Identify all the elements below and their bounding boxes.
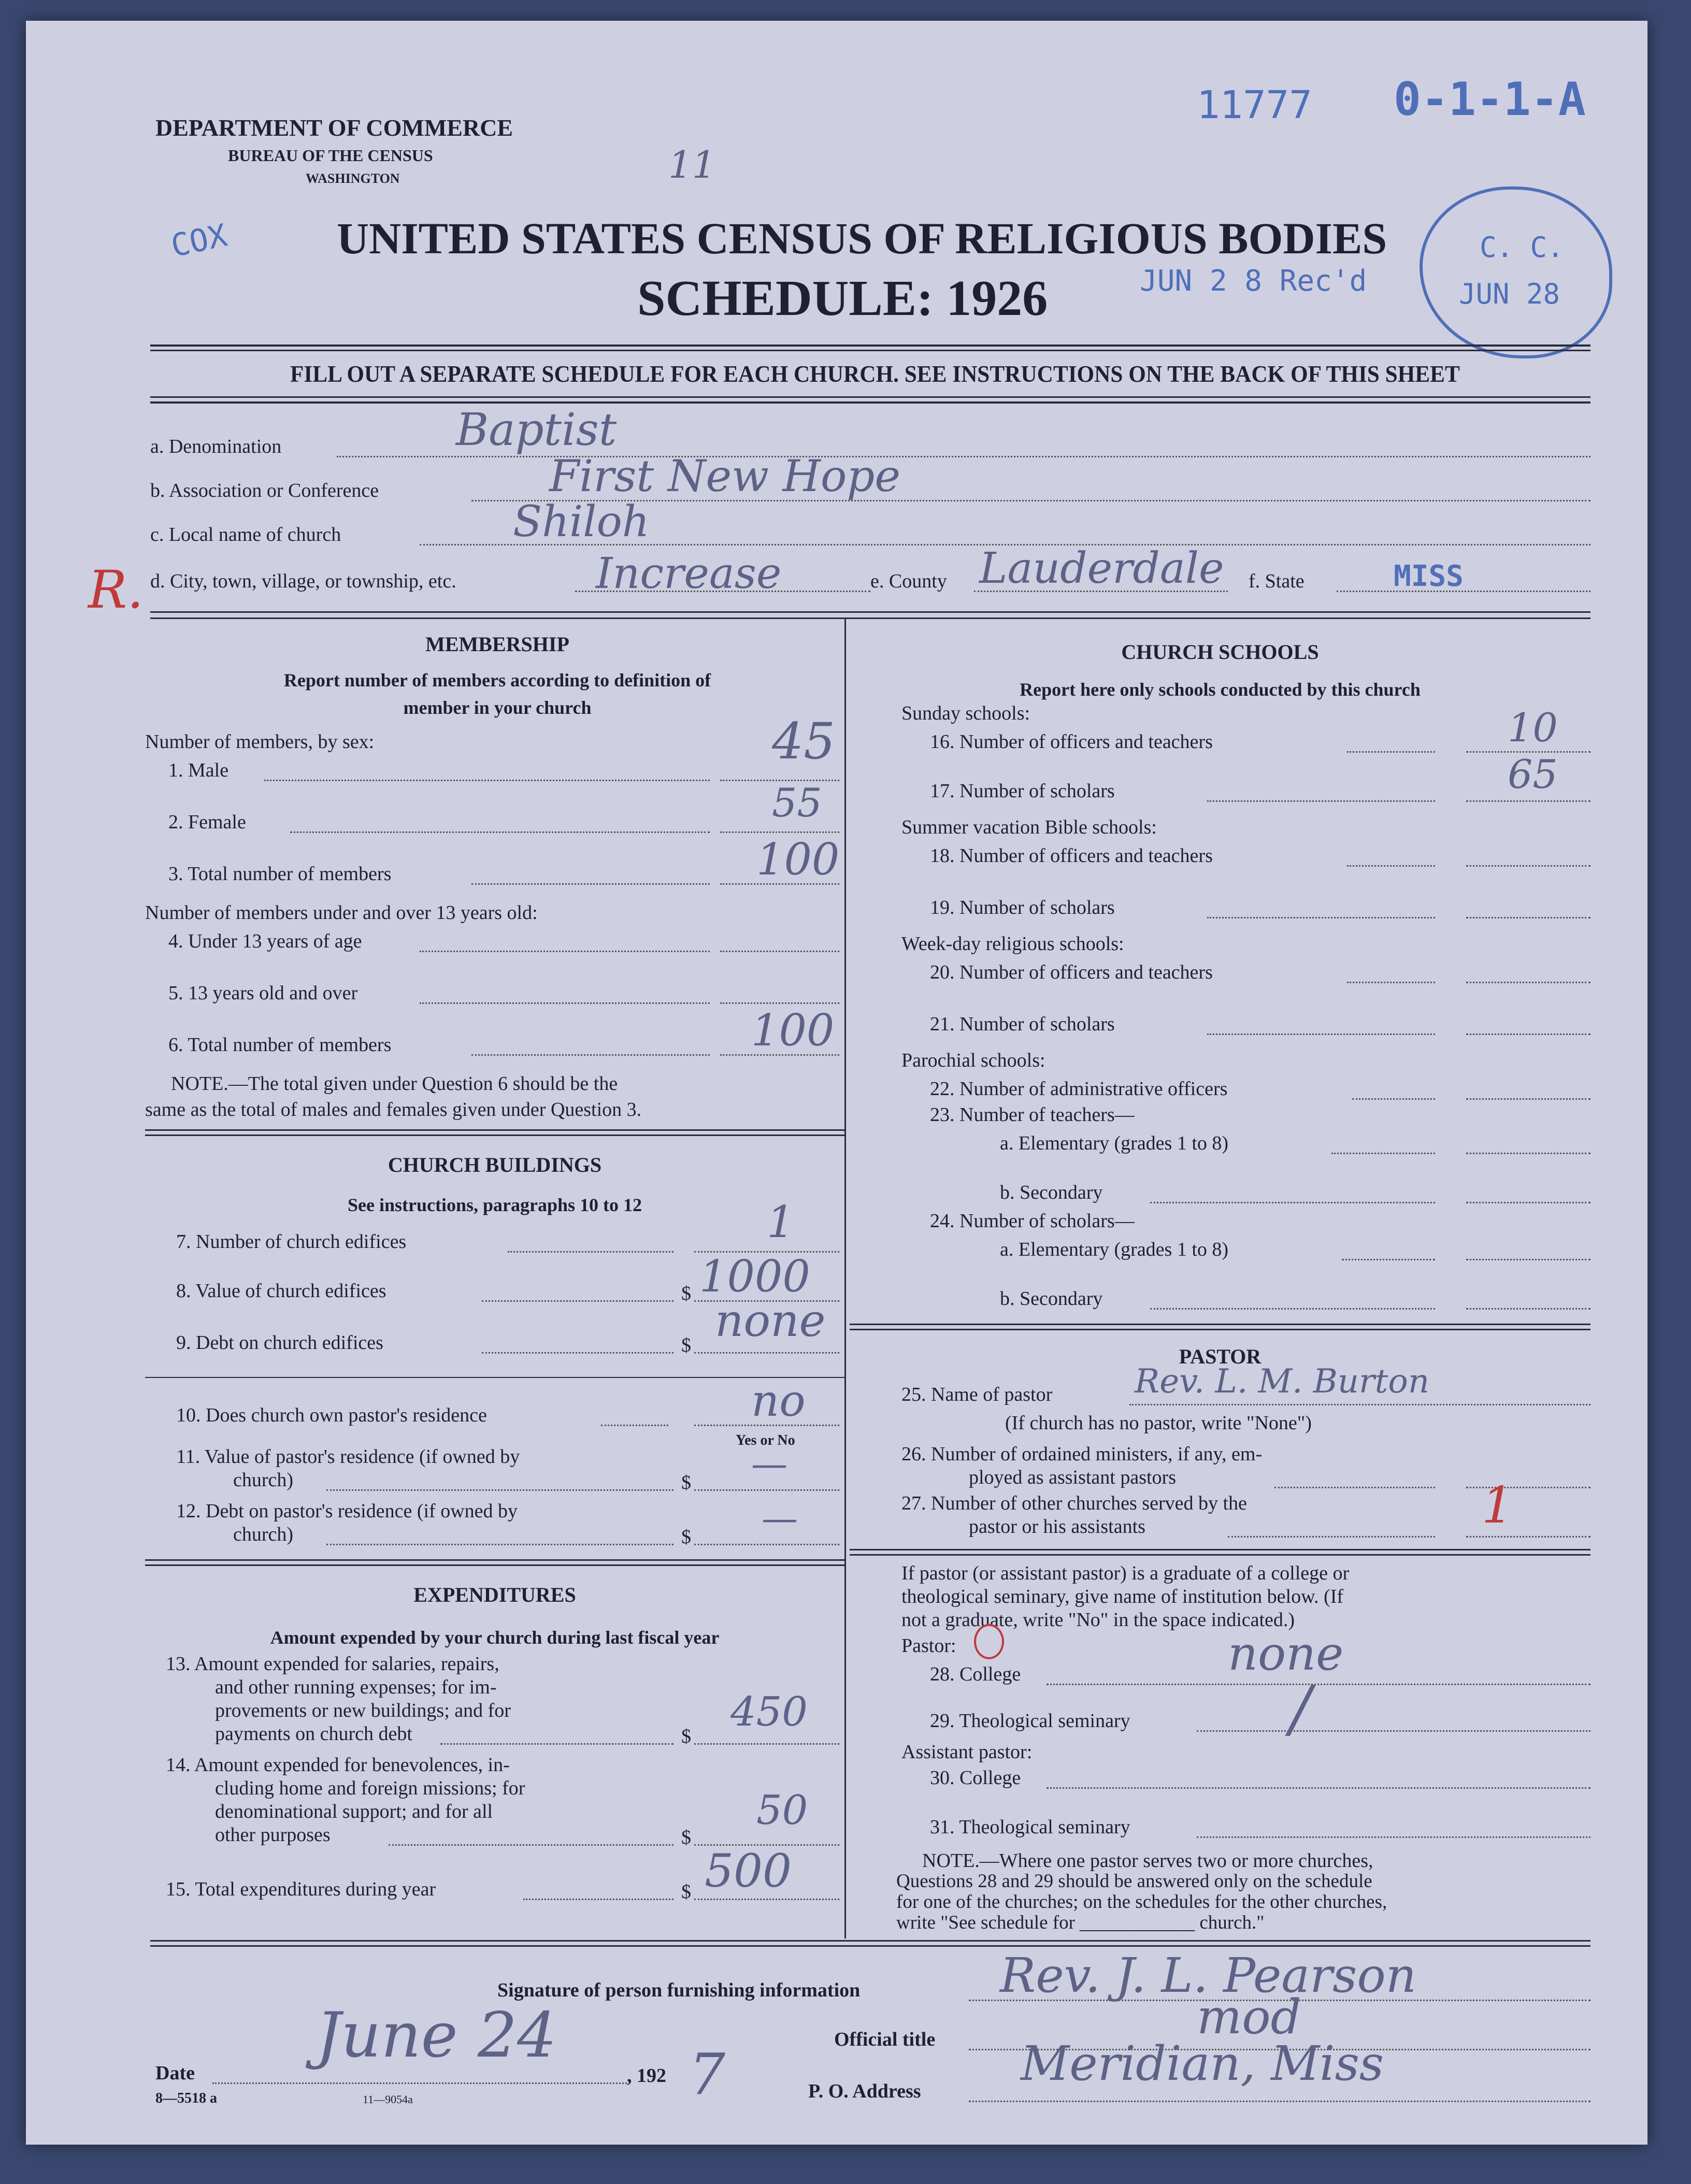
official-title-label: Official title <box>834 2029 936 2050</box>
q21-label: 21. Number of scholars <box>930 1013 1115 1035</box>
q8-dollar: $ <box>681 1283 691 1304</box>
graduate-instruction-3: not a graduate, write "No" in the space indicated.) <box>901 1609 1295 1631</box>
q15-dollar: $ <box>681 1881 691 1903</box>
form-number: 8—5518 a <box>155 2090 217 2106</box>
q12-label-1: 12. Debt on pastor's residence (if owned by <box>176 1500 518 1522</box>
members-by-age-label: Number of members under and over 13 years old: <box>145 902 538 924</box>
schools-title: CHURCH SCHOOLS <box>1121 640 1319 664</box>
handwritten-number: 11 <box>668 143 716 186</box>
members-by-sex-label: Number of members, by sex: <box>145 731 375 753</box>
cc-stamp-line2: JUN 28 <box>1459 278 1560 310</box>
pastor-note-3: for one of the churches; on the schedules for the other churches, <box>896 1891 1387 1913</box>
q1-male-value: 45 <box>772 712 836 770</box>
sunday-schools-label: Sunday schools: <box>901 702 1030 724</box>
buildings-title: CHURCH BUILDINGS <box>388 1153 602 1176</box>
q11-value: — <box>751 1443 787 1485</box>
q3-total-value: 100 <box>756 834 840 885</box>
q9-debt-label: 9. Debt on church edifices <box>176 1332 383 1354</box>
q25-note: (If church has no pastor, write "None") <box>1005 1412 1312 1434</box>
q13-label-1: 13. Amount expended for salaries, repairs, <box>166 1653 499 1675</box>
department-name: DEPARTMENT OF COMMERCE <box>155 114 513 141</box>
graduate-instruction-2: theological seminary, give name of institution below. (If <box>901 1586 1344 1607</box>
signature-label: Signature of person furnishing information <box>497 1979 861 2001</box>
city-value: Increase <box>596 549 782 598</box>
q17-label: 17. Number of scholars <box>930 780 1115 802</box>
q7-edifices-label: 7. Number of church edifices <box>176 1231 407 1253</box>
q14-label-1: 14. Amount expended for benevolences, in- <box>166 1754 510 1776</box>
q15-label: 15. Total expenditures during year <box>166 1878 436 1900</box>
membership-intro-2: member in your church <box>403 697 592 718</box>
received-stamp: JUN 2 8 Rec'd <box>1140 264 1367 298</box>
q28-label: 28. College <box>930 1663 1021 1685</box>
q9-debt-value: none <box>715 1295 826 1347</box>
q14-label-3: denominational support; and for all <box>215 1801 493 1822</box>
q22-label: 22. Number of administrative officers <box>930 1078 1228 1100</box>
form-code: 0-1-1-A <box>1394 73 1586 126</box>
cc-stamp <box>1420 186 1612 358</box>
association-value: First New Hope <box>549 451 900 501</box>
q14-dollar: $ <box>681 1827 691 1848</box>
q16-label: 16. Number of officers and teachers <box>930 731 1213 753</box>
q11-label-1: 11. Value of pastor's residence (if owned by <box>176 1446 520 1468</box>
q29-value: / <box>1290 1673 1311 1745</box>
denomination-value: Baptist <box>456 404 617 456</box>
q12-value: — <box>762 1497 798 1540</box>
county-label: e. County <box>870 570 947 592</box>
q24b-label: b. Secondary <box>1000 1288 1103 1310</box>
q14-label-2: cluding home and foreign missions; for <box>215 1777 525 1799</box>
church-name-label: c. Local name of church <box>150 524 341 545</box>
red-circle-mark <box>974 1624 1004 1659</box>
pastor-note-2: Questions 28 and 29 should be answered only on the schedule <box>896 1871 1372 1892</box>
q1-male-label: 1. Male <box>168 759 229 781</box>
church-name-value: Shiloh <box>513 497 650 547</box>
q7-edifices-value: 1 <box>767 1197 795 1247</box>
q23a-label: a. Elementary (grades 1 to 8) <box>1000 1132 1229 1154</box>
q29-label: 29. Theological seminary <box>930 1710 1130 1732</box>
q20-label: 20. Number of officers and teachers <box>930 961 1213 983</box>
q27-label-1: 27. Number of other churches served by the <box>901 1492 1247 1514</box>
pastor-note-1: NOTE.—Where one pastor serves two or more churches, <box>922 1850 1373 1872</box>
q12-label-2: church) <box>233 1524 294 1545</box>
assistant-pastor-subhead: Assistant pastor: <box>901 1741 1033 1763</box>
q8-value-value: 1000 <box>699 1251 810 1302</box>
form-subtitle: SCHEDULE: 1926 <box>637 270 1048 326</box>
q25-label: 25. Name of pastor <box>901 1384 1053 1405</box>
q6-total-label: 6. Total number of members <box>168 1034 392 1056</box>
graduate-instruction-1: If pastor (or assistant pastor) is a graduate of a college or <box>901 1562 1350 1584</box>
q25-pastor-name: Rev. L. M. Burton <box>1135 1362 1430 1401</box>
q12-dollar: $ <box>681 1526 691 1548</box>
q27-label-2: pastor or his assistants <box>969 1516 1145 1538</box>
city-label: d. City, town, village, or township, etc. <box>150 570 456 592</box>
q23b-label: b. Secondary <box>1000 1182 1103 1203</box>
county-value: Lauderdale <box>979 544 1224 593</box>
year-prefix: , 192 <box>627 2065 666 2087</box>
q8-value-label: 8. Value of church edifices <box>176 1280 386 1302</box>
print-number: 11—9054a <box>363 2093 413 2106</box>
q27-value: 1 <box>1482 1476 1514 1534</box>
official-title-value: mod <box>1197 1989 1301 2045</box>
q15-value: 500 <box>705 1844 792 1898</box>
year-digit: 7 <box>689 2041 725 2107</box>
q26-label-2: ployed as assistant pastors <box>969 1467 1177 1488</box>
red-r-mark: R. <box>88 559 144 620</box>
pastor-subhead: Pastor: <box>901 1635 956 1657</box>
bureau-city: WASHINGTON <box>306 171 400 186</box>
weekday-schools-label: Week-day religious schools: <box>901 933 1124 955</box>
bureau-name: BUREAU OF THE CENSUS <box>228 146 433 165</box>
q6-total-value: 100 <box>751 1005 835 1056</box>
q2-female-label: 2. Female <box>168 811 246 833</box>
state-value: MISS <box>1394 559 1464 593</box>
parochial-schools-label: Parochial schools: <box>901 1050 1045 1071</box>
signature-value: Rev. J. L. Pearson <box>1000 1948 1416 2003</box>
q13-label-4: payments on church debt <box>215 1723 412 1745</box>
q10-residence-label: 10. Does church own pastor's residence <box>176 1404 487 1426</box>
q30-label: 30. College <box>930 1767 1021 1789</box>
q13-value: 450 <box>730 1689 808 1735</box>
q31-label: 31. Theological seminary <box>930 1816 1130 1838</box>
q23-label: 23. Number of teachers— <box>930 1104 1135 1126</box>
membership-note-2: same as the total of males and females given under Question 3. <box>145 1099 642 1120</box>
q3-total-label: 3. Total number of members <box>168 863 392 885</box>
q26-label-1: 26. Number of ordained ministers, if any, em- <box>901 1443 1263 1465</box>
q9-dollar: $ <box>681 1334 691 1356</box>
yes-or-no-hint: Yes or No <box>736 1432 795 1448</box>
association-label: b. Association or Conference <box>150 480 379 501</box>
q14-value: 50 <box>756 1787 808 1834</box>
q2-female-value: 55 <box>772 780 822 826</box>
expenditures-intro: Amount expended by your church during last fiscal year <box>270 1627 720 1648</box>
cc-stamp-line1: C. C. <box>1480 231 1564 264</box>
q13-dollar: $ <box>681 1726 691 1747</box>
form-title: UNITED STATES CENSUS OF RELIGIOUS BODIES <box>337 213 1387 263</box>
q10-residence-value: no <box>751 1375 806 1426</box>
q13-label-3: provements or new buildings; and for <box>215 1700 511 1721</box>
date-label: Date <box>155 2062 195 2084</box>
expenditures-title: EXPENDITURES <box>413 1583 576 1606</box>
q28-value: none <box>1228 1627 1344 1681</box>
q5-over13-label: 5. 13 years old and over <box>168 982 358 1004</box>
membership-intro-1: Report number of members according to definition of <box>283 670 711 691</box>
denomination-label: a. Denomination <box>150 436 282 457</box>
q19-label: 19. Number of scholars <box>930 897 1115 918</box>
schools-intro: Report here only schools conducted by this church <box>1020 679 1421 700</box>
po-address-label: P. O. Address <box>808 2080 921 2102</box>
membership-title: MEMBERSHIP <box>425 633 569 656</box>
q14-label-4: other purposes <box>215 1824 331 1846</box>
pastor-title: PASTOR <box>1179 1345 1262 1368</box>
membership-note-1: NOTE.—The total given under Question 6 should be the <box>171 1073 618 1095</box>
summer-schools-label: Summer vacation Bible schools: <box>901 816 1157 838</box>
q24-label: 24. Number of scholars— <box>930 1210 1135 1232</box>
instruction-banner: FILL OUT A SEPARATE SCHEDULE FOR EACH CHURCH. SEE INSTRUCTIONS ON THE BACK OF THIS SHEET <box>290 361 1460 387</box>
q16-value: 10 <box>1508 705 1558 751</box>
buildings-intro: See instructions, paragraphs 10 to 12 <box>347 1195 642 1215</box>
q4-under13-label: 4. Under 13 years of age <box>168 930 362 952</box>
q13-label-2: and other running expenses; for im- <box>215 1676 497 1698</box>
q24a-label: a. Elementary (grades 1 to 8) <box>1000 1239 1229 1260</box>
q11-dollar: $ <box>681 1472 691 1493</box>
q18-label: 18. Number of officers and teachers <box>930 845 1213 867</box>
handwritten-cox: COX <box>167 217 231 265</box>
serial-number: 11777 <box>1197 83 1312 127</box>
pastor-note-4: write "See schedule for ____________ church." <box>896 1912 1265 1933</box>
q11-label-2: church) <box>233 1469 294 1491</box>
q17-value: 65 <box>1508 751 1558 797</box>
date-value: June 24 <box>316 2000 557 2072</box>
census-form <box>26 21 1647 2145</box>
state-label: f. State <box>1249 570 1305 592</box>
po-address-value: Meridian, Miss <box>1021 2036 1384 2091</box>
